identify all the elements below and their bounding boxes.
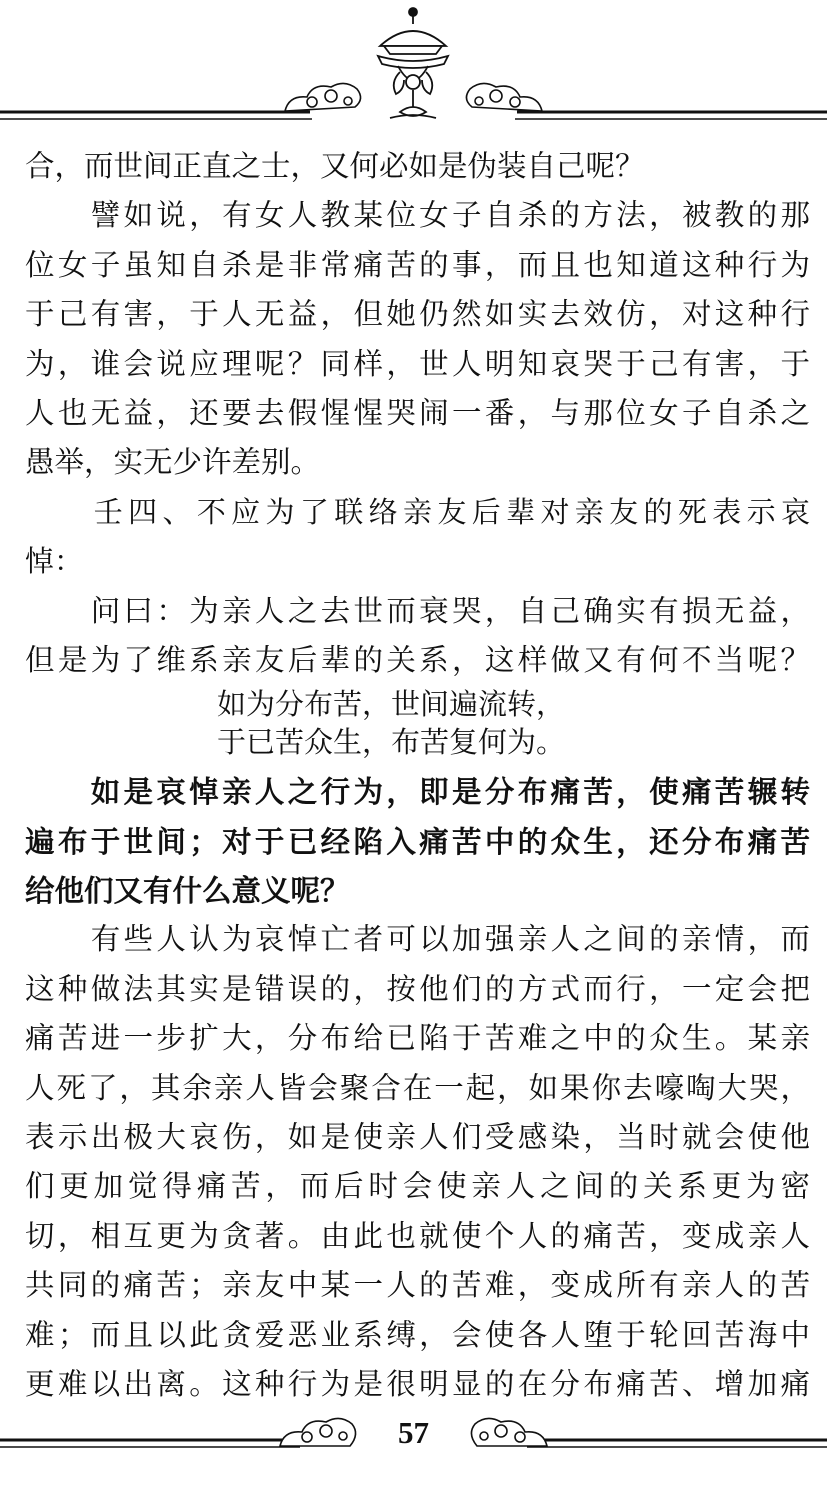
body-line: 人死了，其余亲人皆会聚合在一起，如果你去嚎啕大哭， (25, 1070, 810, 1105)
body-line: 们更加觉得痛苦，而后时会使亲人之间的关系更为密 (25, 1169, 810, 1204)
verse-line: 于已苦众生，布苦复何为。 (217, 725, 566, 760)
page-body (25, 142, 810, 1409)
question-line: 问曰：为亲人之去世而衰哭，自己确实有损无益， (25, 593, 810, 628)
cloud-right-icon (466, 83, 542, 111)
commentary-bold-line: 如是哀悼亲人之行为，即是分布痛苦，使痛苦辗转 (25, 774, 810, 810)
body-line: 难；而且以此贪爱恶业系缚，会使各人堕于轮回苦海中 (25, 1317, 810, 1352)
body-line: 有些人认为哀悼亡者可以加强亲人之间的亲情，而 (25, 922, 810, 957)
page-number: 57 (398, 1415, 429, 1450)
header-ornament (0, 0, 827, 140)
body-line: 痛苦进一步扩大，分布给已陷于苦难之中的众生。某亲 (25, 1021, 810, 1056)
body-line: 合，而世间正直之士，又何必如是伪装自己呢？ (25, 149, 645, 183)
body-line: 共同的痛苦；亲友中某一人的苦难，变成所有亲人的苦 (25, 1268, 810, 1303)
body-line: 位女子虽知自杀是非常痛苦的事，而且也知道这种行为 (25, 247, 810, 282)
commentary-bold-line: 遍布于世间；对于已经陷入痛苦中的众生，还分布痛苦 (25, 823, 810, 859)
section-heading: 悼： (25, 544, 84, 579)
body-line: 更难以出离。这种行为是很明显的在分布痛苦、增加痛 (25, 1366, 810, 1401)
body-line: 愚举，实无少许差别。 (25, 445, 321, 480)
body-line: 为，谁会说应理呢？同样，世人明知哀哭于己有害，于 (25, 346, 810, 381)
body-line: 这种做法其实是错误的，按他们的方式而行，一定会把 (25, 971, 810, 1006)
body-line: 于己有害，于人无益，但她仍然如实去效仿，对这种行 (25, 297, 810, 332)
body-line: 譬如说，有女人教某位女子自杀的方法，被教的那 (25, 198, 810, 233)
body-line: 切，相互更为贪著。由此也就使个人的痛苦，变成亲人 (25, 1218, 810, 1253)
commentary-bold-line: 给他们又有什么意义呢？ (25, 873, 350, 909)
cloud-left-icon (285, 83, 361, 111)
body-line: 人也无益，还要去假惺惺哭闹一番，与那位女子自杀之 (25, 395, 810, 430)
body-line: 表示出极大哀伤，如是使亲人们受感染，当时就会使他 (25, 1120, 810, 1155)
question-line: 但是为了维系亲友后辈的关系，这样做又有何不当呢？ (25, 642, 810, 677)
verse-line: 如为分布苦，世间遍流转， (217, 687, 566, 722)
parasol-emblem-icon (378, 8, 448, 118)
section-heading: 壬四、不应为了联络亲友后辈对亲友的死表示哀 (25, 494, 810, 529)
